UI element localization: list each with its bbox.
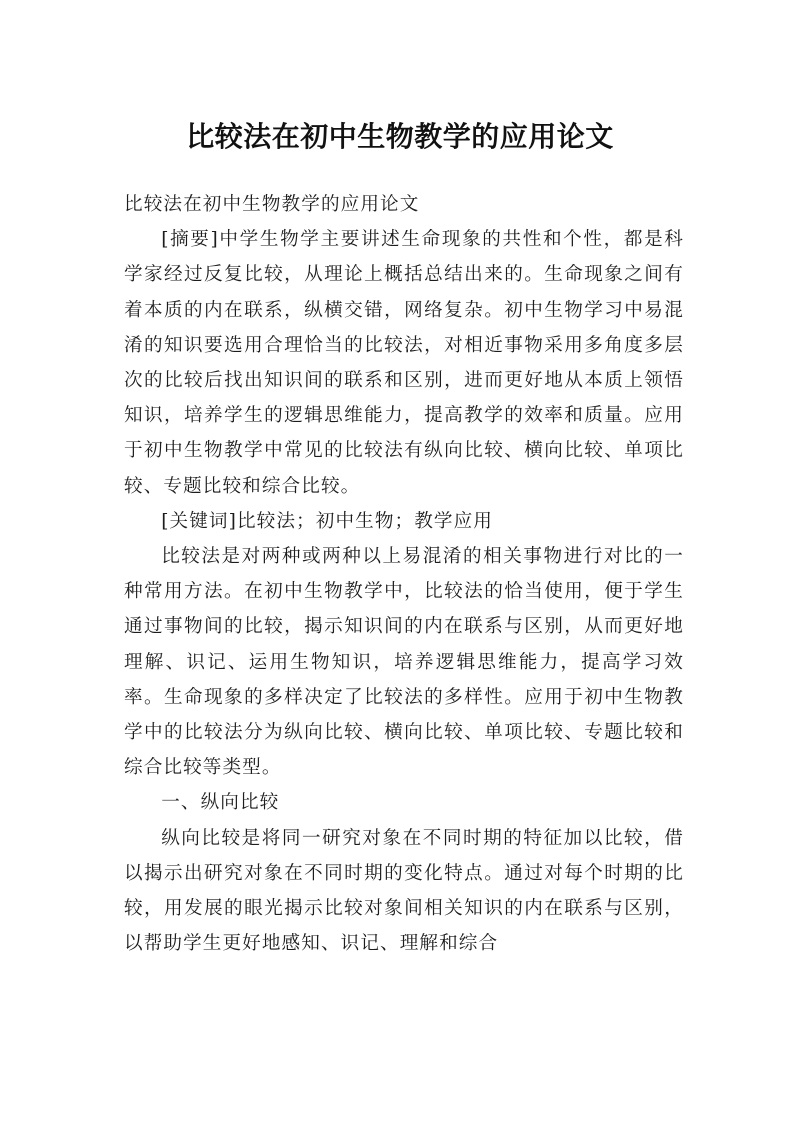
intro-paragraph: 比较法是对两种或两种以上易混淆的相关事物进行对比的一种常用方法。在初中生物教学中，比较法的恰当使用，便于学生通过事物间的比较，揭示知识间的内在联系与区别，从而更好地理解、识记、运用生物知识，培养逻辑思维能力，提高学习效率。生命现象的多样决定了比较法的多样性。应用于初中生物教学中的比较法分为纵向比较、横向比较、单项比较、专题比较和综合比较等类型。 (124, 546, 684, 779)
document-title: 比较法在初中生物教学的应用论文 (186, 119, 614, 153)
abstract-paragraph: [摘要]中学生物学主要讲述生命现象的共性和个性，都是科学家经过反复比较，从理论上概括总结出来的。生命现象之间有着本质的内在联系，纵横交错，网络复杂。初中生物学习中易混淆的知识要选用合理恰当的比较法，对相近事物采用多角度多层次的比较后找出知识间的联系和区别，进而更好地从本质上领悟知识，培养学生的逻辑思维能力，提高教学的效率和质量。应用于初中生物教学中常见的比较法有纵向比较、横向比较、单项比较、专题比较和综合比较。 (124, 229, 684, 497)
paper-heading: 比较法在初中生物教学的应用论文 (124, 194, 420, 215)
keywords-paragraph: [关键词]比较法；初中生物；教学应用 (161, 510, 493, 532)
section-heading: 一、纵向比较 (161, 792, 280, 814)
document-body (124, 187, 684, 961)
section-paragraph: 纵向比较是将同一研究对象在不同时期的特征加以比较，借以揭示出研究对象在不同时期的变化特点。通过对每个时期的比较，用发展的眼光揭示比较对象间相关知识的内在联系与区别，以帮助学生更好地感知、识记、理解和综合 (124, 827, 684, 955)
